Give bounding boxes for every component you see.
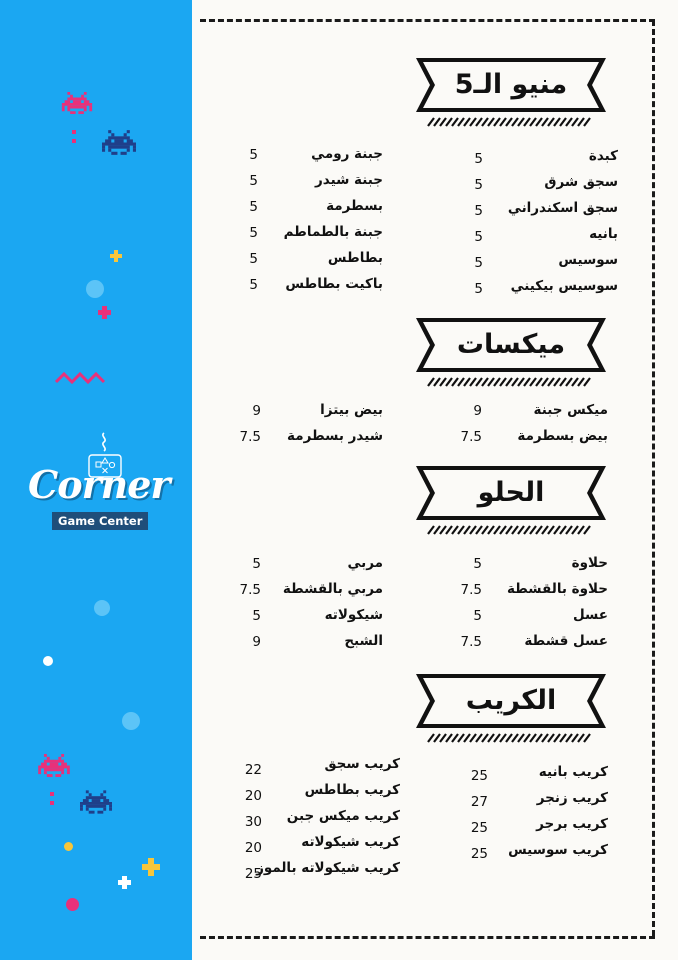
item-name: الشبح [344,633,383,649]
item-price: 7.5 [239,582,261,598]
item-price: 5 [249,173,258,189]
menu-item [458,607,608,633]
item-name: جبنة رومي [311,146,383,162]
item-name: سجق شرق [544,174,618,190]
item-price: 25 [470,820,488,836]
item-price: 5 [249,225,258,241]
item-price: 5 [249,251,258,267]
plus-icon [118,876,131,889]
menu-column-right [468,764,608,868]
colon-dots-icon [72,130,76,144]
menu-item [238,555,383,581]
item-name: بسطرمة [326,198,383,214]
item-name: حلاوة بالقشطة [506,581,608,597]
menu-item [468,764,608,790]
menu-item [468,148,618,174]
section-banner [416,466,606,526]
menu-item [458,633,608,659]
item-name: باكيت بطاطس [285,276,383,292]
menu-column-right [468,148,618,304]
section-banner [416,318,606,378]
menu-item [458,428,608,454]
bubble-icon [122,712,140,730]
section-banner [416,674,606,734]
plus-icon [142,858,160,876]
menu-column-left [242,756,400,886]
bubble-icon [86,280,104,298]
item-price: 5 [249,147,258,163]
menu-item [238,607,383,633]
item-name: كريب شيكولاته بالموز [256,860,400,876]
menu-column-left [245,146,383,302]
menu-item [245,172,383,198]
item-price: 9 [473,403,482,419]
item-price: 5 [252,608,261,624]
menu-item [468,816,608,842]
item-price: 9 [252,634,261,650]
dot-icon [66,898,79,911]
brand-logo-text: Corner [28,462,170,507]
menu-item [242,782,400,808]
item-name: سجق اسكندراني [507,200,618,216]
item-name: كريب سجق [324,756,400,772]
item-name: حلاوة [571,555,608,571]
item-price: 5 [249,277,258,293]
item-price: 5 [473,556,482,572]
item-price: 5 [474,229,483,245]
menu-item [458,581,608,607]
space-invader-icon [102,130,136,155]
menu-item [245,250,383,276]
plus-icon [98,306,111,319]
menu-item [242,834,400,860]
item-price: 25 [244,866,262,882]
item-name: مربي [347,555,383,571]
menu-item [468,200,618,226]
space-invader-icon [38,754,70,777]
item-name: كريب ميكس جبن [286,808,400,824]
menu-item [458,555,608,581]
item-price: 20 [244,840,262,856]
space-invader-icon [80,790,112,814]
item-price: 7.5 [239,429,261,445]
item-name: بانيه [589,226,618,242]
menu-item [245,198,383,224]
item-name: ميكس جبنة [533,402,608,418]
menu-item [468,252,618,278]
item-name: سوسيس بيكيني [510,278,618,294]
menu-item [245,146,383,172]
menu-item [242,860,400,886]
item-name: جبنة بالطماطم [283,224,383,240]
dot-icon [43,656,53,666]
item-price: 27 [470,794,488,810]
item-name: سوسيس [558,252,618,268]
item-name: بيض بيتزا [320,402,383,418]
item-price: 5 [474,177,483,193]
item-price: 5 [252,556,261,572]
dot-icon [64,842,73,851]
item-price: 5 [474,281,483,297]
space-invader-icon [60,92,94,114]
item-price: 5 [473,608,482,624]
zigzag-icon [54,370,106,386]
menu-item [468,790,608,816]
item-name: بطاطس [327,250,383,266]
menu-column-left [238,555,383,659]
item-name: شيدر بسطرمة [287,428,383,444]
menu-item [468,842,608,868]
item-name: شيكولاته [324,607,383,623]
menu-item [238,581,383,607]
dashed-border-top [200,19,655,22]
item-name: بيض بسطرمة [517,428,608,444]
menu-item [242,756,400,782]
item-name: كريب سوسيس [508,842,608,858]
section-title: الكريب [465,685,557,716]
menu-item [468,226,618,252]
item-price: 22 [244,762,262,778]
item-name: كريب بانيه [538,764,608,780]
item-name: عسل قشطة [524,633,608,649]
plus-icon [110,250,122,262]
menu-column-right [458,555,608,659]
menu-item [245,276,383,302]
menu-item [468,278,618,304]
colon-dots-icon [50,792,54,806]
item-price: 5 [474,203,483,219]
bubble-icon [94,600,110,616]
item-price: 5 [474,255,483,271]
menu-item [242,808,400,834]
menu-item [238,402,383,428]
item-name: كريب بطاطس [304,782,400,798]
item-price: 9 [252,403,261,419]
brand-logo-subtitle: Game Center [52,512,148,530]
item-name: كبدة [588,148,618,164]
menu-column-left [238,402,383,454]
menu-item [458,402,608,428]
menu-item [238,428,383,454]
item-price: 7.5 [460,634,482,650]
item-name: كريب زنجر [536,790,608,806]
item-price: 20 [244,788,262,804]
item-price: 25 [470,768,488,784]
menu-item [245,224,383,250]
section-title: ميكسات [456,329,566,360]
item-name: جبنة شيدر [315,172,383,188]
menu-item [238,633,383,659]
item-price: 25 [470,846,488,862]
section-banner [416,58,606,118]
dashed-border-right [652,20,655,936]
item-price: 7.5 [460,582,482,598]
item-price: 30 [244,814,262,830]
section-title: منيو الـ5 [454,69,568,100]
item-name: كريب برجر [536,816,608,832]
item-name: كريب شيكولاته [301,834,400,850]
item-price: 5 [249,199,258,215]
dashed-border-bottom [200,936,655,939]
menu-column-right [458,402,608,454]
steam-icon [98,432,110,452]
item-price: 5 [474,151,483,167]
item-name: مربي بالقشطة [282,581,383,597]
sidebar [0,0,192,960]
item-name: عسل [572,607,608,623]
menu-item [468,174,618,200]
section-title: الحلو [477,477,545,508]
item-price: 7.5 [460,429,482,445]
